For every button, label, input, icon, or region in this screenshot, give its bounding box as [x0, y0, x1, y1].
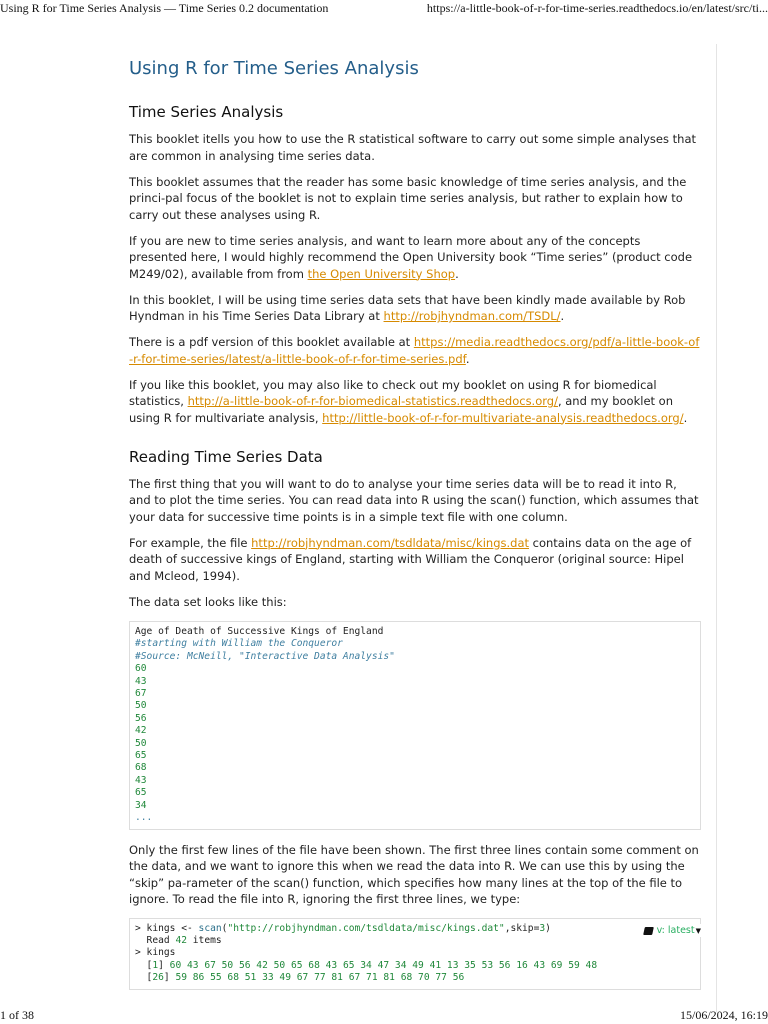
code-value: 65	[135, 750, 147, 762]
paragraph	[129, 377, 701, 427]
code-number: 60 43 67 50 56 42 50 65 68 43 65 34 47 34 49 41 13 35 53 56 16 43 69 59 48	[169, 959, 598, 971]
code-value: 43	[135, 774, 147, 786]
paragraph-text: In this booklet, I will be using time series data sets that have been kindly made available by Rob Hyndman in his Time Series Data Library at	[129, 292, 686, 323]
paragraph-text: contains data on the age of death of successive kings of England, starting with William the Conqueror (original source: Hipel and Mcleod, 1994).	[129, 535, 692, 583]
code-number: 1	[152, 959, 159, 971]
paragraph: Only the first few lines of the file have been shown. The first three lines contain some comment on the data, and we want to ignore this when we read the data into R. We can use this by using the “skip” pa-rameter of the scan() function, which specifies how many lines at the top of the file to ignore. To read the file into R, ignoring the first three lines, we type:	[129, 842, 699, 906]
code-function: scan	[198, 922, 222, 934]
caret-down-icon: ▼	[695, 926, 701, 935]
paragraph-text: There is a pdf version of this booklet available at	[129, 335, 414, 349]
code-block-scan-example	[129, 918, 701, 990]
open-university-shop-link[interactable]: the Open University Shop	[307, 266, 456, 281]
paragraph	[129, 535, 701, 585]
paragraph-text: .	[465, 351, 470, 366]
version-selector[interactable]	[641, 924, 704, 937]
code-value: 67	[135, 688, 147, 700]
paragraph: The data set looks like this:	[129, 594, 287, 609]
paragraph-text: , and my booklet on using R for multivariate analysis,	[129, 394, 674, 425]
code-text: ]	[163, 972, 176, 984]
document-body	[129, 58, 701, 990]
print-footer	[0, 1008, 768, 1024]
section-heading-reading-data: Reading Time Series Data	[129, 447, 323, 466]
code-number: 42	[175, 934, 187, 946]
code-value: 34	[135, 799, 147, 811]
code-line: Age of Death of Successive Kings of England	[135, 626, 384, 637]
page-count: 1 of 38	[0, 1008, 34, 1022]
paragraph-text: If you like this booklet, you may also like to check out my booklet on using R for biomedical statistics,	[129, 377, 657, 408]
paragraph-text: .	[455, 266, 459, 281]
print-timestamp: 15/06/2024, 16:19	[679, 1008, 768, 1022]
code-text: ]	[158, 959, 170, 971]
code-value: 43	[135, 675, 147, 687]
tsdl-link[interactable]: http://robjhyndman.com/TSDL/	[383, 309, 561, 323]
version-label: v: latest	[656, 925, 695, 936]
section-heading-time-series-analysis: Time Series Analysis	[129, 103, 284, 121]
code-value: 68	[135, 762, 147, 774]
code-value: 50	[135, 700, 147, 712]
multivariate-booklet-link[interactable]: http://little-book-of-r-for-multivariate-analysis.readthedocs.org/	[322, 410, 684, 425]
code-text: ,skip=	[504, 922, 540, 934]
book-icon	[643, 927, 654, 935]
paragraph: This booklet itells you how to use the R statistical software to carry out some simple analyses that are common in analysing time series data.	[129, 132, 697, 163]
code-text: [	[135, 972, 153, 984]
code-value: 50	[135, 737, 147, 749]
paragraph-text: .	[560, 309, 565, 323]
code-value: 60	[135, 663, 147, 675]
code-comment: #Source: McNeill, "Interactive Data Analysis"	[135, 650, 395, 662]
paragraph-text: For example, the file	[129, 535, 252, 550]
pdf-version-link[interactable]: https://media.readthedocs.org/pdf/a-little-book-of-r-for-time-series/latest/a-little-book-of-r-for-time-series.pdf	[129, 335, 700, 366]
code-value: 42	[135, 725, 147, 737]
code-string: "http://robjhyndman.com/tsdldata/misc/kings.dat"	[227, 922, 505, 934]
kings-data-link[interactable]: http://robjhyndman.com/tsdldata/misc/kings.dat	[251, 535, 529, 550]
code-number: 26	[152, 972, 164, 984]
content-divider	[716, 44, 717, 1012]
code-text: [	[135, 959, 153, 971]
code-ellipsis: ...	[135, 812, 153, 824]
code-text: > kings <-	[135, 922, 199, 934]
code-text: > kings	[135, 947, 176, 959]
code-block-data-file	[129, 621, 701, 830]
code-comment: #starting with William the Conqueror	[135, 638, 343, 650]
paragraph-text: .	[683, 410, 688, 425]
print-header	[0, 0, 768, 16]
paragraph	[129, 334, 701, 367]
paragraph	[129, 292, 701, 325]
code-number: 3	[539, 922, 546, 934]
code-text: )	[545, 922, 551, 934]
code-text: Read	[135, 934, 176, 946]
print-header-title: Using R for Time Series Analysis — Time Series 0.2 documentation	[0, 1, 329, 15]
page-title: Using R for Time Series Analysis	[129, 58, 419, 79]
paragraph	[129, 233, 701, 283]
code-text: items	[187, 934, 222, 946]
code-value: 56	[135, 712, 147, 724]
code-value: 65	[135, 787, 147, 799]
code-number: 59 86 55 68 51 33 49 67 77 81 67 71 81 68 70 77 56	[175, 972, 465, 984]
paragraph: The first thing that you will want to do to analyse your time series data will be to read it into R, and to plot the time series. You can read data into R using the scan() function, which assumes that your data for successive time points is in a simple text file with one column.	[129, 476, 699, 524]
paragraph-text: If you are new to time series analysis, and want to learn more about any of the concepts presented here, I would highly recommend the Open University book “Time series” (product code M249/02), available from from	[129, 233, 693, 281]
code-text: (	[221, 922, 228, 934]
print-header-url: https://a-little-book-of-r-for-time-series.readthedocs.io/en/latest/src/ti...	[426, 1, 768, 15]
paragraph: This booklet assumes that the reader has some basic knowledge of time series analysis, and the princi-pal focus of the booklet is not to explain time series analysis, but rather to explain how to carry out these analyses using R.	[129, 174, 687, 222]
biomedical-booklet-link[interactable]: http://a-little-book-of-r-for-biomedical-statistics.readthedocs.org/	[187, 394, 558, 408]
